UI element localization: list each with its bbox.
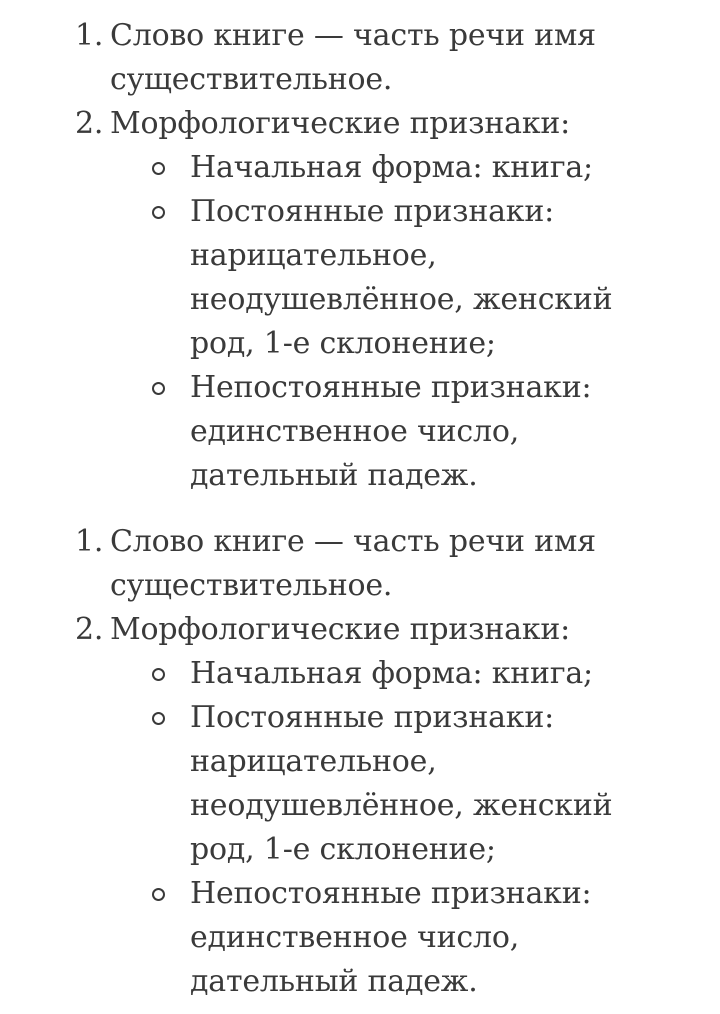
- list-number: 1.: [75, 18, 104, 53]
- sub-list-item-text: Постоянные признаки: нарицательное, неодушевлённое, женский род, 1-е склонение;: [190, 194, 613, 361]
- list-number: 1.: [75, 524, 104, 559]
- sub-list-item: [0, 652, 720, 696]
- morphology-list-2: [0, 520, 720, 1004]
- circle-bullet-icon: [152, 668, 165, 681]
- sub-list-item-text: Постоянные признаки: нарицательное, неодушевлённое, женский род, 1-е склонение;: [190, 700, 613, 867]
- sub-list-item-text: Непостоянные признаки: единственное число, дательный падеж.: [190, 370, 592, 493]
- sub-list-item: [0, 366, 720, 498]
- list-item-text: Морфологические признаки:: [110, 106, 571, 141]
- list-number: 2.: [75, 106, 104, 141]
- circle-bullet-icon: [152, 206, 165, 219]
- list-item: [0, 608, 720, 652]
- sub-list-item-text: Начальная форма: книга;: [190, 150, 593, 185]
- circle-bullet-icon: [152, 162, 165, 175]
- circle-bullet-icon: [152, 382, 165, 395]
- sub-list-item-text: Непостоянные признаки: единственное число, дательный падеж.: [190, 876, 592, 999]
- list-item-text: Слово книге — часть речи имя существительное.: [110, 524, 596, 603]
- list-number: 2.: [75, 612, 104, 647]
- list-item-text: Морфологические признаки:: [110, 612, 571, 647]
- list-item-text: Слово книге — часть речи имя существительное.: [110, 18, 596, 97]
- list-item: [0, 102, 720, 146]
- sub-list-item: [0, 146, 720, 190]
- sub-list-item: [0, 696, 720, 872]
- circle-bullet-icon: [152, 888, 165, 901]
- list-item: [0, 14, 720, 102]
- list-item: [0, 520, 720, 608]
- sub-list: [0, 652, 720, 1004]
- morphology-list-1: [0, 14, 720, 498]
- sub-list-item: [0, 190, 720, 366]
- circle-bullet-icon: [152, 712, 165, 725]
- sub-list-item-text: Начальная форма: книга;: [190, 656, 593, 691]
- sub-list-item: [0, 872, 720, 1004]
- sub-list: [0, 146, 720, 498]
